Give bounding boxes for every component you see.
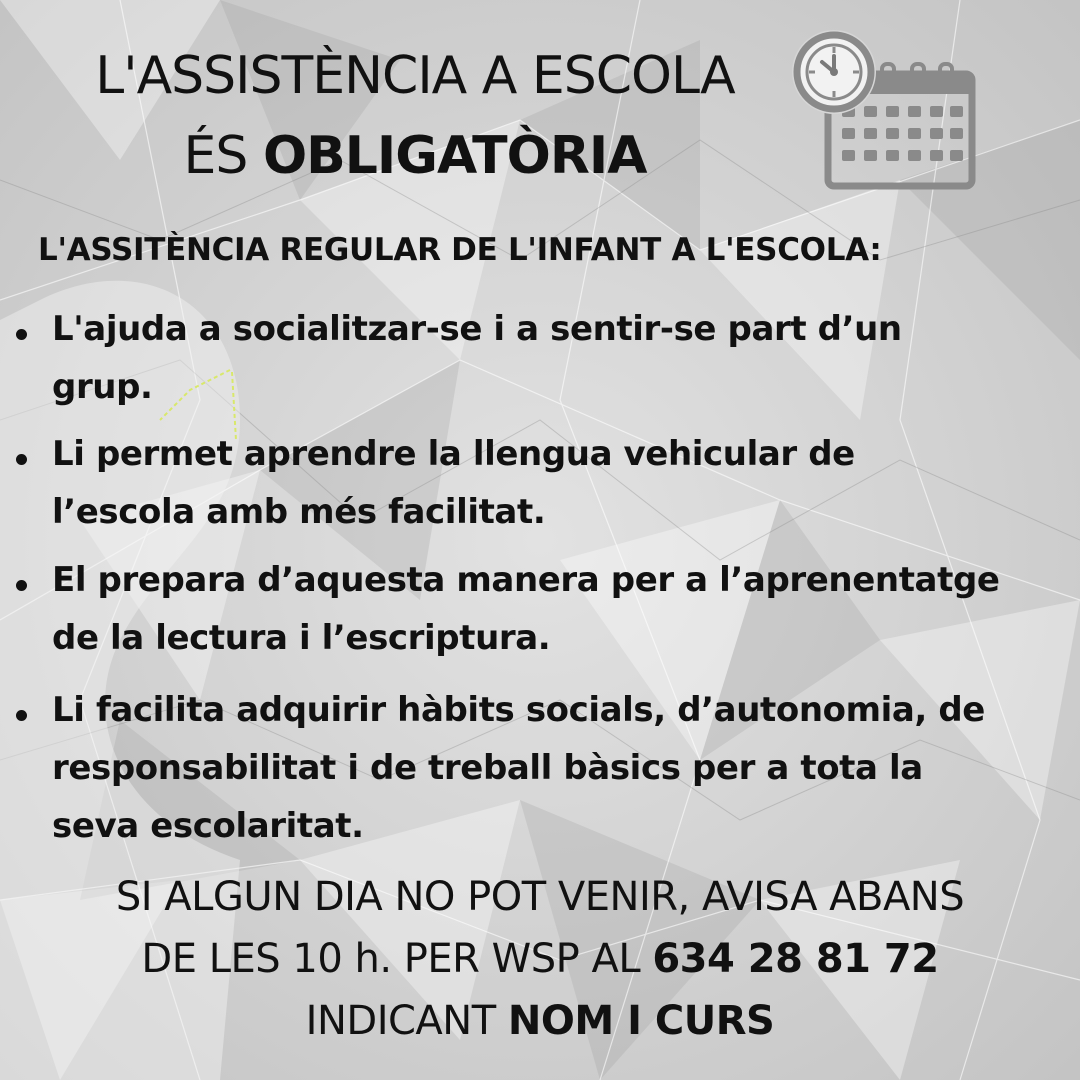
bullet-dot — [16, 710, 27, 721]
page-title-line-2 — [0, 124, 830, 188]
section-heading: L'ASSITÈNCIA REGULAR DE L'INFANT A L'ESCOLA: — [38, 232, 882, 268]
bullet-dot — [16, 454, 27, 465]
title-prefix: ÉS — [183, 126, 263, 186]
list-item — [52, 425, 1062, 541]
list-item-line: Li facilita adquirir hàbits socials, d’autonomia, de — [52, 690, 985, 730]
notice-line-1: SI ALGUN DIA NO POT VENIR, AVISA ABANS — [115, 874, 965, 920]
list-item-line: l’escola amb més facilitat. — [52, 492, 546, 532]
notice-line-2-text: DE LES 10 h. PER WSP AL — [141, 936, 653, 982]
list-item — [52, 551, 1062, 667]
list-item-line: Li permet aprendre la llengua vehicular de — [52, 434, 855, 474]
list-item-line: seva escolaritat. — [52, 806, 364, 846]
list-item-line: grup. — [52, 367, 153, 407]
notice-line-2 — [0, 928, 1080, 990]
list-item — [52, 300, 1062, 416]
notice-line-3 — [0, 990, 1080, 1052]
list-item-line: de la lectura i l’escriptura. — [52, 618, 551, 658]
list-item-line: El prepara d’aquesta manera per a l’aprenentatge — [52, 560, 1000, 600]
notice-line-3-text: INDICANT — [305, 998, 508, 1044]
list-item-line: responsabilitat i de treball bàsics per a tota la — [52, 748, 923, 788]
notice-emphasis: NOM I CURS — [507, 998, 775, 1044]
title-emphasis: OBLIGATÒRIA — [262, 126, 647, 186]
list-item — [52, 681, 1062, 855]
phone-number: 634 28 81 72 — [652, 936, 939, 982]
contact-notice — [0, 866, 1080, 1052]
bullet-dot — [16, 329, 27, 340]
page-title-line-1: L'ASSISTÈNCIA A ESCOLA — [95, 46, 735, 106]
bullet-dot — [16, 580, 27, 591]
list-item-line: L'ajuda a socialitzar-se i a sentir-se part d’un — [52, 309, 902, 349]
clock-calendar-icon — [790, 28, 980, 192]
